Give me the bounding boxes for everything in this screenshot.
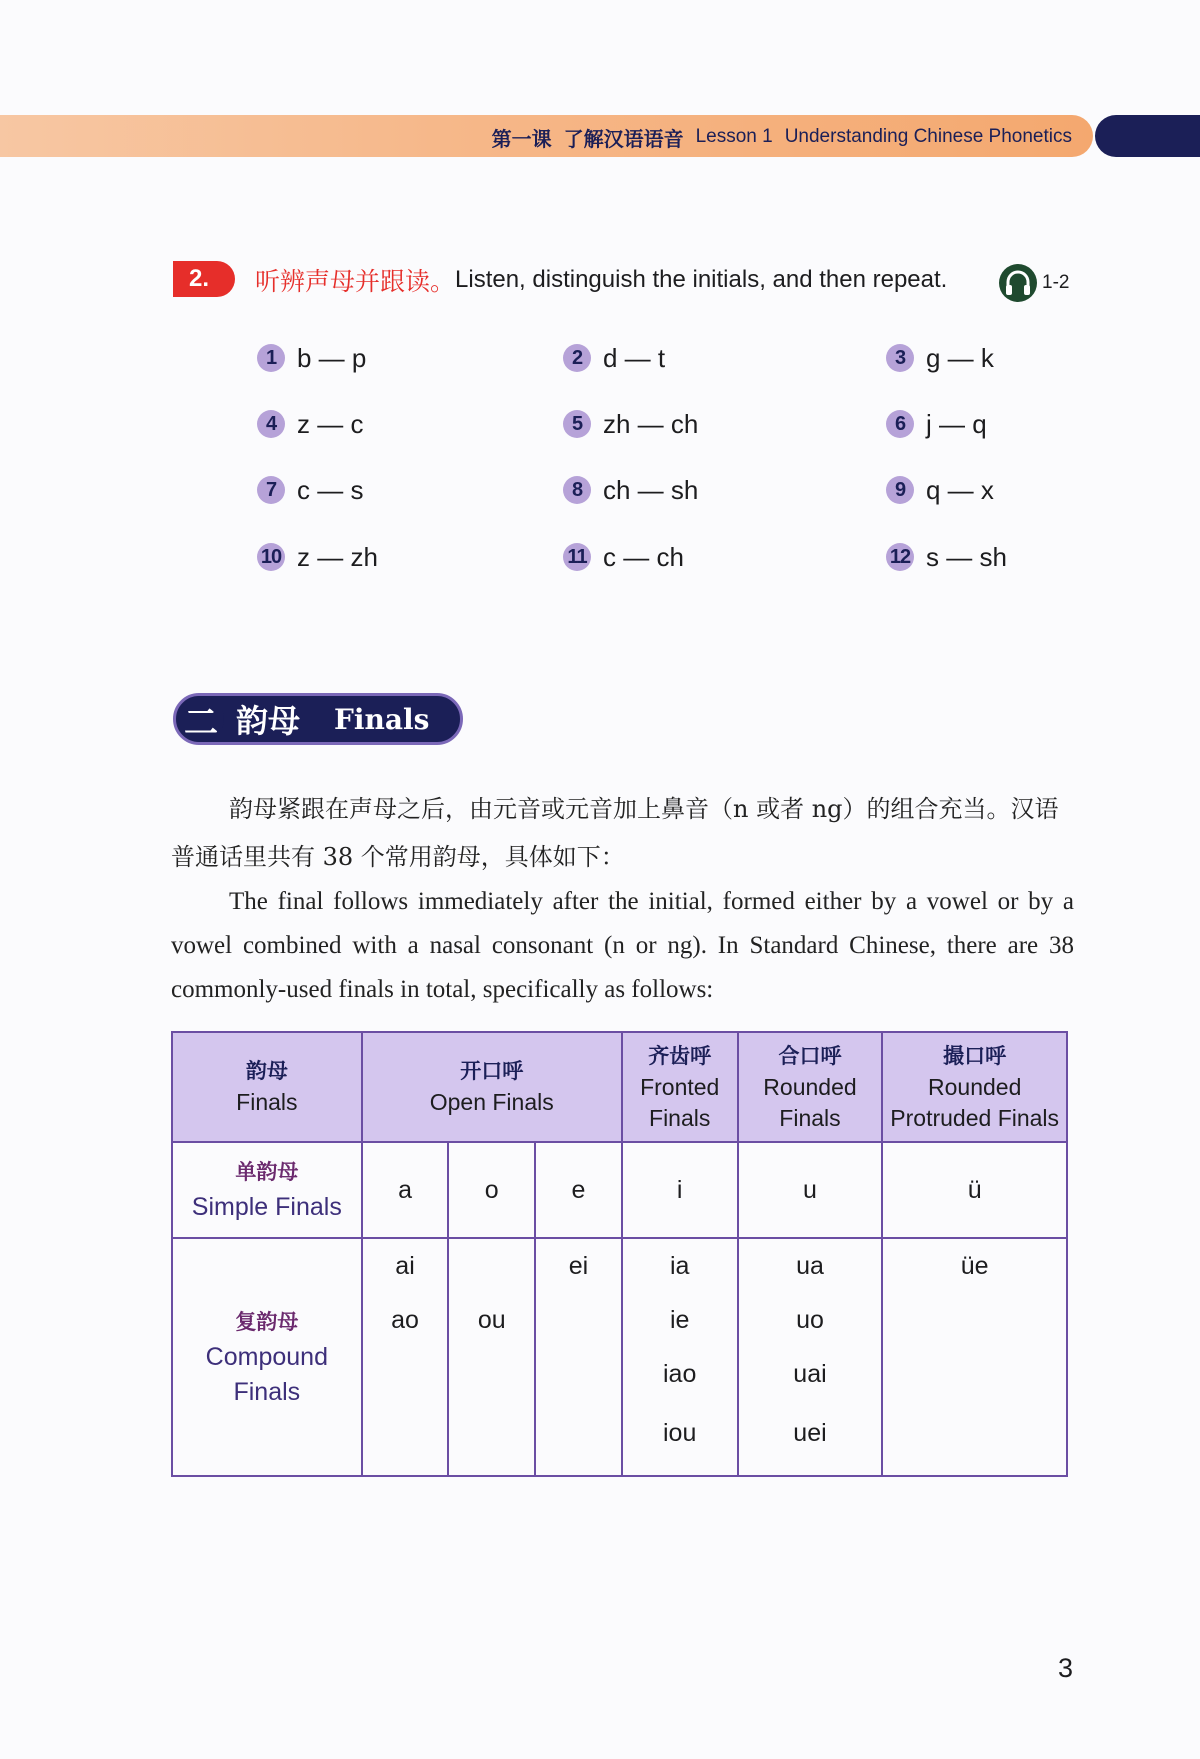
final-item: ie [669, 1306, 690, 1334]
page-number: 3 [1058, 1653, 1074, 1683]
intro-paragraph-en: The final follows immediately after the initial, formed either by a vowel or by a vowel combined with a nasal consonant (n or ng). In Standard Chinese, there are 38 commonly-used finals in total, specifically as follows: [171, 888, 1074, 1003]
headphones-icon [998, 263, 1038, 303]
row-label-en: Simple Finals [191, 1193, 342, 1221]
pair-number: 3 [886, 344, 914, 372]
header-en-line: Rounded [928, 1073, 1022, 1100]
table-row-simple [172, 1142, 1067, 1238]
header-zh: 撮口呼 [943, 1044, 1007, 1068]
header-zh: 开口呼 [460, 1060, 524, 1083]
table-cell [362, 1238, 449, 1476]
pair-text: j — q [926, 408, 987, 439]
pair-text: zh — ch [603, 408, 699, 439]
pair-text: b — p [297, 342, 367, 373]
table-cell [535, 1238, 622, 1476]
section-number: 二 [178, 696, 224, 742]
pair-item [886, 341, 994, 375]
lesson-number-en: Lesson 1 [695, 126, 773, 147]
header-protruded-finals [882, 1032, 1067, 1142]
pair-number: 4 [257, 410, 285, 438]
pair-number: 11 [563, 543, 591, 571]
pair-text: c — s [297, 474, 364, 505]
pair-item [563, 473, 698, 507]
header-finals [172, 1032, 362, 1142]
audio-track-button[interactable] [998, 263, 1069, 303]
pair-text: d — t [603, 342, 666, 373]
pair-item [257, 341, 366, 375]
table-header-row [172, 1032, 1067, 1142]
pair-item [257, 407, 363, 441]
pair-number: 2 [563, 344, 591, 372]
intro-paragraph-zh: 韵母紧跟在声母之后，由元音或元音加上鼻音（n 或者 ng）的组合充当。汉语普通话里共有 38 个常用韵母，具体如下： [171, 795, 1059, 871]
pair-number: 9 [886, 476, 914, 504]
table-cell [622, 1238, 738, 1476]
final-item: ai [395, 1252, 415, 1280]
pair-item [563, 341, 665, 375]
table-cell [738, 1238, 883, 1476]
final-item: ao [391, 1306, 419, 1334]
running-header [492, 122, 1072, 152]
row-label-en: Finals [233, 1377, 301, 1406]
final-item: ua [796, 1252, 824, 1280]
header-en: Open Finals [429, 1089, 554, 1115]
header-en-line: Rounded [763, 1073, 857, 1100]
table-cell: o [448, 1142, 535, 1238]
final-item: ia [669, 1252, 690, 1280]
header-accent [1095, 115, 1200, 157]
pair-text: c — ch [603, 541, 684, 572]
header-en-line: Finals [779, 1104, 841, 1131]
table-cell [882, 1238, 1067, 1476]
header-en-line: Protruded Finals [890, 1104, 1060, 1131]
header-zh: 韵母 [245, 1060, 288, 1083]
final-item: ei [568, 1252, 589, 1280]
table-cell [448, 1238, 535, 1476]
header-en-line: Finals [649, 1104, 711, 1131]
finals-table [171, 1031, 1068, 1477]
header-en: Finals [236, 1089, 298, 1115]
pair-number: 7 [257, 476, 285, 504]
pair-item [886, 473, 994, 507]
table-cell: ü [882, 1142, 1067, 1238]
pair-text: s — sh [926, 541, 1007, 572]
pair-text: q — x [926, 474, 994, 505]
table-cell: u [738, 1142, 883, 1238]
header-rounded-finals [738, 1032, 883, 1142]
pair-text: g — k [926, 342, 994, 373]
final-item: iao [663, 1360, 697, 1388]
final-item: uai [793, 1360, 827, 1388]
lesson-number-zh: 第一课 [491, 126, 552, 151]
header-zh: 合口呼 [778, 1044, 842, 1068]
pair-text: z — c [297, 408, 364, 439]
pair-text: ch — sh [603, 474, 699, 505]
exercise-instruction [255, 263, 947, 297]
pair-number: 8 [563, 476, 591, 504]
pair-item [257, 473, 363, 507]
audio-track-label: 1-2 [1042, 272, 1070, 293]
row-label-en: Compound [205, 1342, 328, 1371]
section-heading [173, 693, 463, 745]
final-item: uo [796, 1306, 824, 1334]
pair-number: 5 [563, 410, 591, 438]
table-cell: e [535, 1142, 622, 1238]
table-cell: a [362, 1142, 449, 1238]
header-open-finals [362, 1032, 622, 1142]
final-item: üe [960, 1252, 989, 1280]
pair-item [886, 540, 1007, 574]
header-fronted-finals [622, 1032, 738, 1142]
row-label [172, 1142, 362, 1238]
exercise-instruction-en: Listen, distinguish the initials, and then repeat. [455, 266, 948, 293]
exercise-instruction-zh: 听辨声母并跟读。 [255, 267, 456, 296]
section-title-zh: 韵母 [236, 702, 301, 740]
row-label-zh: 单韵母 [235, 1161, 299, 1184]
pair-text: z — zh [297, 541, 378, 572]
pair-number: 10 [257, 543, 285, 571]
final-item: iou [663, 1419, 697, 1447]
row-label-zh: 复韵母 [235, 1310, 299, 1334]
section-title-en: Finals [334, 702, 430, 736]
lesson-title-zh: 了解汉语语音 [563, 126, 684, 151]
pair-item [257, 540, 378, 574]
pair-item [563, 407, 698, 441]
final-item: ou [477, 1306, 506, 1334]
pair-number: 6 [886, 410, 914, 438]
header-zh: 齐齿呼 [648, 1044, 712, 1068]
row-label [172, 1238, 362, 1476]
exercise-number-badge: 2. [173, 261, 235, 297]
lesson-title-en: Understanding Chinese Phonetics [784, 126, 1072, 147]
pair-item [563, 540, 684, 574]
pair-number: 1 [257, 344, 285, 372]
pair-item [886, 407, 987, 441]
table-row-compound [172, 1238, 1067, 1476]
final-item: uei [793, 1419, 827, 1447]
header-en-line: Fronted [640, 1073, 720, 1100]
pair-number: 12 [886, 543, 914, 571]
table-cell: i [622, 1142, 738, 1238]
